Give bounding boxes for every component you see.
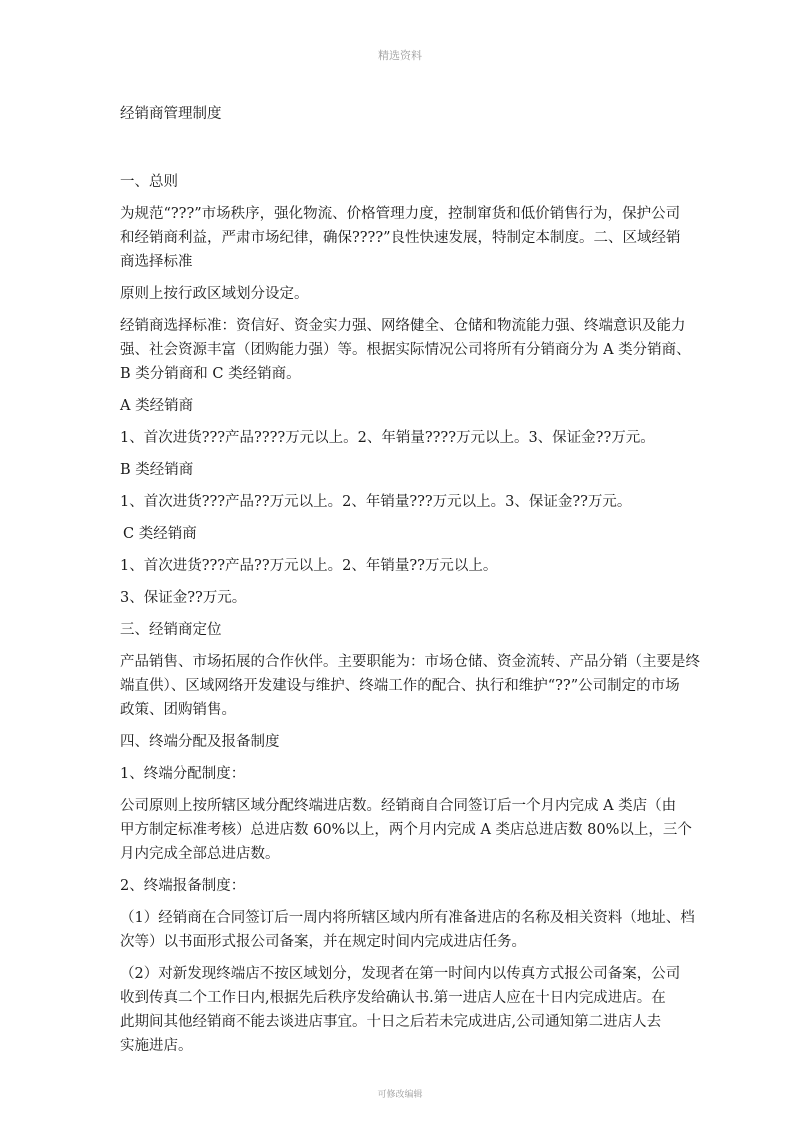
paragraph-line: 和经销商利益，严肃市场纪律，确保????”良性快速发展，特制定本制度。二、区域经销: [120, 230, 681, 246]
paragraph-selection-criteria: [120, 314, 691, 386]
paragraph-filing-rule-1: [120, 906, 695, 954]
section-heading-terminal: 四、终端分配及报备制度: [120, 734, 280, 750]
paragraph-line: B 类分销商和 C 类经销商。: [120, 366, 301, 382]
class-b-heading: B 类经销商: [120, 462, 194, 478]
document-title: 经销商管理制度: [120, 106, 222, 122]
class-c-requirements: 1、首次进货???产品??万元以上。2、年销量??万元以上。: [120, 558, 498, 574]
paragraph-line: 收到传真二个工作日内,根据先后秩序发给确认书.第一进店人应在十日内完成进店。在: [120, 990, 666, 1006]
paragraph-terminal-allocation: [120, 794, 692, 866]
paragraph-line: 甲方制定标准考核）总进店数 60%以上，两个月内完成 A 类店总进店数 80%以上，三个: [120, 822, 692, 838]
paragraph-line: 经销商选择标准：资信好、资金实力强、网络健全、仓储和物流能力强、终端意识及能力: [120, 318, 686, 334]
paragraph-line: 此期间其他经销商不能去谈进店事宜。十日之后若未完成进店,公司通知第二进店人去: [120, 1014, 662, 1030]
paragraph-filing-rule-2: [120, 962, 680, 1058]
page-header: 精选资料: [378, 49, 422, 62]
class-a-requirements: 1、首次进货???产品????万元以上。2、年销量????万元以上。3、保证金??万元。: [120, 430, 655, 446]
page-footer: 可修改编辑: [377, 1090, 423, 1100]
paragraph-line: 月内完成全部总进店数。: [120, 846, 280, 862]
paragraph-line: 实施进店。: [120, 1038, 193, 1054]
paragraph-region-rule: 原则上按行政区域划分设定。: [120, 286, 309, 302]
section-heading-general: 一、总则: [120, 174, 178, 190]
class-a-heading: A 类经销商: [120, 398, 194, 414]
paragraph-line: 产品销售、市场拓展的合作伙伴。主要职能为：市场仓储、资金流转、产品分销（主要是终: [120, 654, 700, 670]
paragraph-line: 端直供）、区域网络开发建设与维护、终端工作的配合、执行和维护“??”公司制定的市场: [120, 678, 680, 694]
class-c-heading: C 类经销商: [123, 526, 197, 542]
paragraph-line: 强、社会资源丰富（团购能力强）等。根据实际情况公司将所有分销商分为 A 类分销商、: [120, 342, 691, 358]
document-body: [120, 92, 700, 1058]
section-heading-positioning: 三、经销商定位: [120, 622, 222, 638]
paragraph-line: 次等）以书面形式报公司备案，并在规定时间内完成进店任务。: [120, 934, 526, 950]
paragraph-line: 商选择标准: [120, 254, 193, 270]
subheading-terminal-allocation: 1、终端分配制度：: [120, 766, 246, 782]
class-c-deposit: 3、保证金??万元。: [120, 590, 247, 606]
paragraph-purpose: [120, 202, 680, 274]
paragraph-line: 公司原则上按所辖区域分配终端进店数。经销商自合同签订后一个月内完成 A 类店（由: [120, 798, 677, 814]
paragraph-line: 政策、团购销售。: [120, 702, 236, 718]
class-b-requirements: 1、首次进货???产品??万元以上。2、年销量???万元以上。3、保证金??万元。: [120, 494, 632, 510]
paragraph-line: （1）经销商在合同签订后一周内将所辖区域内所有准备进店的名称及相关资料（地址、档: [120, 910, 695, 926]
paragraph-positioning: [120, 650, 700, 722]
subheading-terminal-filing: 2、终端报备制度：: [120, 878, 246, 894]
paragraph-line: （2）对新发现终端店不按区域划分，发现者在第一时间内以传真方式报公司备案，公司: [120, 966, 681, 982]
paragraph-line: 为规范“???”市场秩序，强化物流、价格管理力度，控制窜货和低价销售行为，保护公司: [120, 206, 681, 222]
